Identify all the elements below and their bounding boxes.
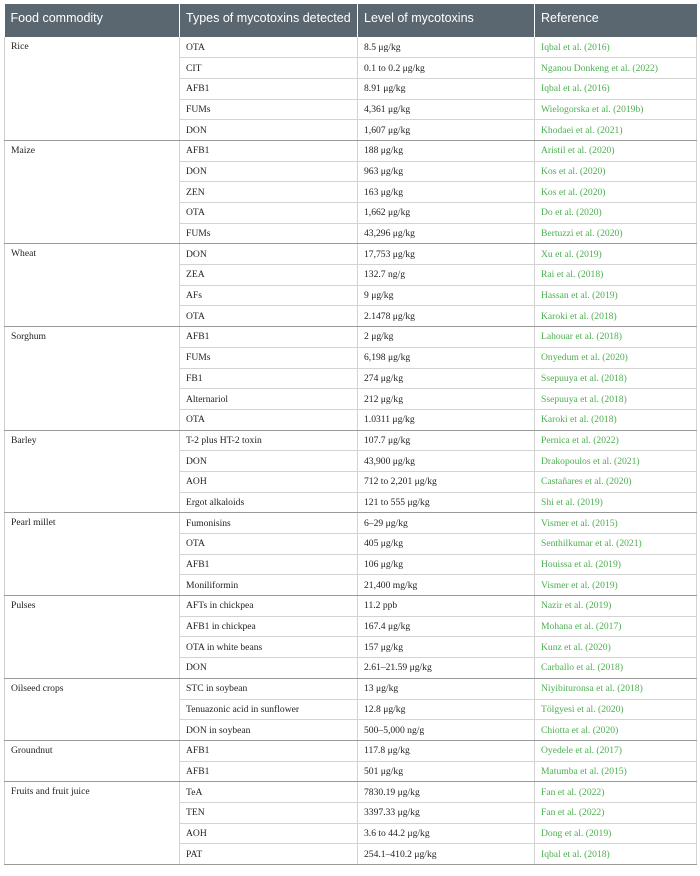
- mycotoxin-table-container: [4, 4, 696, 865]
- reference-link[interactable]: Vismer et al. (2015): [535, 513, 697, 534]
- table-row: [5, 740, 697, 761]
- mycotoxin-type-cell: OTA: [180, 306, 358, 327]
- reference-link[interactable]: Onyedum et al. (2020): [535, 347, 697, 368]
- table-row: [5, 782, 697, 803]
- mycotoxin-level-cell: 117.8 μg/kg: [358, 740, 535, 761]
- mycotoxin-type-cell: AFB1: [180, 554, 358, 575]
- mycotoxin-type-cell: STC in soybean: [180, 678, 358, 699]
- mycotoxin-level-cell: 0.1 to 0.2 μg/kg: [358, 58, 535, 79]
- mycotoxin-level-cell: 712 to 2,201 μg/kg: [358, 471, 535, 492]
- reference-link[interactable]: Xu et al. (2019): [535, 244, 697, 265]
- mycotoxin-type-cell: DON in soybean: [180, 720, 358, 741]
- table-row: [5, 37, 697, 58]
- reference-link[interactable]: Nazir et al. (2019): [535, 596, 697, 617]
- mycotoxin-type-cell: TeA: [180, 782, 358, 803]
- mycotoxin-level-cell: 43,296 μg/kg: [358, 223, 535, 244]
- mycotoxin-level-cell: 132.7 ng/g: [358, 265, 535, 286]
- table-row: [5, 140, 697, 161]
- commodity-cell: Barley: [5, 430, 180, 513]
- reference-link[interactable]: Dong et al. (2019): [535, 823, 697, 844]
- mycotoxin-level-cell: 4,361 μg/kg: [358, 99, 535, 120]
- mycotoxin-level-cell: 6–29 μg/kg: [358, 513, 535, 534]
- mycotoxin-level-cell: 6,198 μg/kg: [358, 347, 535, 368]
- mycotoxin-level-cell: 1.0311 μg/kg: [358, 409, 535, 430]
- mycotoxin-type-cell: DON: [180, 120, 358, 141]
- commodity-cell: Pearl millet: [5, 513, 180, 596]
- mycotoxin-type-cell: OTA in white beans: [180, 637, 358, 658]
- mycotoxin-level-cell: 7830.19 μg/kg: [358, 782, 535, 803]
- reference-link[interactable]: Karoki et al. (2018): [535, 409, 697, 430]
- reference-link[interactable]: Kos et al. (2020): [535, 161, 697, 182]
- mycotoxin-type-cell: AFs: [180, 285, 358, 306]
- reference-link[interactable]: Iqbal et al. (2018): [535, 844, 697, 865]
- commodity-cell: Wheat: [5, 244, 180, 327]
- mycotoxin-table: [4, 4, 697, 865]
- commodity-cell: Maize: [5, 140, 180, 243]
- mycotoxin-level-cell: 106 μg/kg: [358, 554, 535, 575]
- mycotoxin-level-cell: 1,607 μg/kg: [358, 120, 535, 141]
- commodity-cell: Rice: [5, 37, 180, 140]
- reference-link[interactable]: Castañares et al. (2020): [535, 471, 697, 492]
- mycotoxin-level-cell: 8.91 μg/kg: [358, 78, 535, 99]
- reference-link[interactable]: Fan et al. (2022): [535, 802, 697, 823]
- reference-link[interactable]: Aristil et al. (2020): [535, 140, 697, 161]
- reference-link[interactable]: Rai et al. (2018): [535, 265, 697, 286]
- mycotoxin-level-cell: 1,662 μg/kg: [358, 203, 535, 224]
- mycotoxin-type-cell: OTA: [180, 37, 358, 58]
- reference-link[interactable]: Nganou Donkeng et al. (2022): [535, 58, 697, 79]
- mycotoxin-level-cell: 12.8 μg/kg: [358, 699, 535, 720]
- mycotoxin-type-cell: DON: [180, 658, 358, 679]
- reference-link[interactable]: Mohana et al. (2017): [535, 616, 697, 637]
- reference-link[interactable]: Pernica et al. (2022): [535, 430, 697, 451]
- table-header-row: [5, 4, 697, 37]
- mycotoxin-type-cell: AOH: [180, 823, 358, 844]
- mycotoxin-type-cell: DON: [180, 161, 358, 182]
- reference-link[interactable]: Carballo et al. (2018): [535, 658, 697, 679]
- reference-link[interactable]: Senthilkumar et al. (2021): [535, 534, 697, 555]
- mycotoxin-level-cell: 254.1–410.2 μg/kg: [358, 844, 535, 865]
- reference-link[interactable]: Wielogorska et al. (2019b): [535, 99, 697, 120]
- mycotoxin-type-cell: AOH: [180, 471, 358, 492]
- reference-link[interactable]: Iqbal et al. (2016): [535, 78, 697, 99]
- table-row: [5, 678, 697, 699]
- header-reference: Reference: [535, 4, 697, 37]
- mycotoxin-level-cell: 500–5,000 ng/g: [358, 720, 535, 741]
- reference-link[interactable]: Ssepuuya et al. (2018): [535, 389, 697, 410]
- reference-link[interactable]: Niyibituronsa et al. (2018): [535, 678, 697, 699]
- table-row: [5, 327, 697, 348]
- mycotoxin-type-cell: Ergot alkaloids: [180, 492, 358, 513]
- mycotoxin-level-cell: 3397.33 μg/kg: [358, 802, 535, 823]
- mycotoxin-level-cell: 11.2 ppb: [358, 596, 535, 617]
- commodity-cell: Sorghum: [5, 327, 180, 430]
- reference-link[interactable]: Hassan et al. (2019): [535, 285, 697, 306]
- mycotoxin-type-cell: AFB1 in chickpea: [180, 616, 358, 637]
- mycotoxin-type-cell: AFB1: [180, 740, 358, 761]
- table-row: [5, 513, 697, 534]
- mycotoxin-level-cell: 2.1478 μg/kg: [358, 306, 535, 327]
- mycotoxin-level-cell: 2 μg/kg: [358, 327, 535, 348]
- reference-link[interactable]: Matumba et al. (2015): [535, 761, 697, 782]
- mycotoxin-level-cell: 17,753 μg/kg: [358, 244, 535, 265]
- mycotoxin-type-cell: OTA: [180, 203, 358, 224]
- reference-link[interactable]: Do et al. (2020): [535, 203, 697, 224]
- mycotoxin-level-cell: 188 μg/kg: [358, 140, 535, 161]
- mycotoxin-type-cell: OTA: [180, 409, 358, 430]
- reference-link[interactable]: Vismer et al. (2019): [535, 575, 697, 596]
- commodity-cell: Oilseed crops: [5, 678, 180, 740]
- mycotoxin-level-cell: 274 μg/kg: [358, 368, 535, 389]
- reference-link[interactable]: Khodaei et al. (2021): [535, 120, 697, 141]
- header-mycotoxin-types: Types of mycotoxins detected: [180, 4, 358, 37]
- mycotoxin-type-cell: Moniliformin: [180, 575, 358, 596]
- reference-link[interactable]: Shi et al. (2019): [535, 492, 697, 513]
- mycotoxin-level-cell: 8.5 μg/kg: [358, 37, 535, 58]
- mycotoxin-level-cell: 212 μg/kg: [358, 389, 535, 410]
- mycotoxin-type-cell: Fumonisins: [180, 513, 358, 534]
- mycotoxin-type-cell: PAT: [180, 844, 358, 865]
- header-mycotoxin-level: Level of mycotoxins: [358, 4, 535, 37]
- reference-link[interactable]: Oyedele et al. (2017): [535, 740, 697, 761]
- mycotoxin-type-cell: AFB1: [180, 761, 358, 782]
- mycotoxin-level-cell: 163 μg/kg: [358, 182, 535, 203]
- commodity-cell: Pulses: [5, 596, 180, 679]
- table-row: [5, 596, 697, 617]
- table-body: [5, 37, 697, 865]
- reference-link[interactable]: Lahouar et al. (2018): [535, 327, 697, 348]
- mycotoxin-type-cell: AFTs in chickpea: [180, 596, 358, 617]
- reference-link[interactable]: Ssepuuya et al. (2018): [535, 368, 697, 389]
- mycotoxin-type-cell: ZEN: [180, 182, 358, 203]
- mycotoxin-level-cell: 13 μg/kg: [358, 678, 535, 699]
- mycotoxin-level-cell: 121 to 555 μg/kg: [358, 492, 535, 513]
- header-food-commodity: Food commodity: [5, 4, 180, 37]
- mycotoxin-type-cell: DON: [180, 451, 358, 472]
- mycotoxin-type-cell: AFB1: [180, 327, 358, 348]
- mycotoxin-type-cell: DON: [180, 244, 358, 265]
- mycotoxin-type-cell: T-2 plus HT-2 toxin: [180, 430, 358, 451]
- mycotoxin-type-cell: FB1: [180, 368, 358, 389]
- mycotoxin-level-cell: 405 μg/kg: [358, 534, 535, 555]
- mycotoxin-type-cell: ZEA: [180, 265, 358, 286]
- mycotoxin-level-cell: 3.6 to 44.2 μg/kg: [358, 823, 535, 844]
- table-row: [5, 430, 697, 451]
- reference-link[interactable]: Iqbal et al. (2016): [535, 37, 697, 58]
- mycotoxin-type-cell: AFB1: [180, 140, 358, 161]
- mycotoxin-level-cell: 9 μg/kg: [358, 285, 535, 306]
- mycotoxin-level-cell: 501 μg/kg: [358, 761, 535, 782]
- table-row: [5, 244, 697, 265]
- reference-link[interactable]: Kos et al. (2020): [535, 182, 697, 203]
- reference-link[interactable]: Karoki et al. (2018): [535, 306, 697, 327]
- reference-link[interactable]: Tölgyesi et al. (2020): [535, 699, 697, 720]
- mycotoxin-type-cell: Alternariol: [180, 389, 358, 410]
- reference-link[interactable]: Kunz et al. (2020): [535, 637, 697, 658]
- reference-link[interactable]: Bertuzzi et al. (2020): [535, 223, 697, 244]
- commodity-cell: Groundnut: [5, 740, 180, 781]
- mycotoxin-type-cell: Tenuazonic acid in sunflower: [180, 699, 358, 720]
- mycotoxin-level-cell: 2.61–21.59 μg/kg: [358, 658, 535, 679]
- mycotoxin-type-cell: FUMs: [180, 223, 358, 244]
- mycotoxin-type-cell: CIT: [180, 58, 358, 79]
- mycotoxin-type-cell: FUMs: [180, 347, 358, 368]
- mycotoxin-type-cell: OTA: [180, 534, 358, 555]
- mycotoxin-type-cell: FUMs: [180, 99, 358, 120]
- reference-link[interactable]: Chiotta et al. (2020): [535, 720, 697, 741]
- mycotoxin-type-cell: TEN: [180, 802, 358, 823]
- mycotoxin-level-cell: 157 μg/kg: [358, 637, 535, 658]
- reference-link[interactable]: Fan et al. (2022): [535, 782, 697, 803]
- mycotoxin-level-cell: 107.7 μg/kg: [358, 430, 535, 451]
- mycotoxin-level-cell: 43,900 μg/kg: [358, 451, 535, 472]
- mycotoxin-type-cell: AFB1: [180, 78, 358, 99]
- mycotoxin-level-cell: 167.4 μg/kg: [358, 616, 535, 637]
- commodity-cell: Fruits and fruit juice: [5, 782, 180, 865]
- reference-link[interactable]: Drakopoulos et al. (2021): [535, 451, 697, 472]
- mycotoxin-level-cell: 21,400 mg/kg: [358, 575, 535, 596]
- mycotoxin-level-cell: 963 μg/kg: [358, 161, 535, 182]
- reference-link[interactable]: Houissa et al. (2019): [535, 554, 697, 575]
